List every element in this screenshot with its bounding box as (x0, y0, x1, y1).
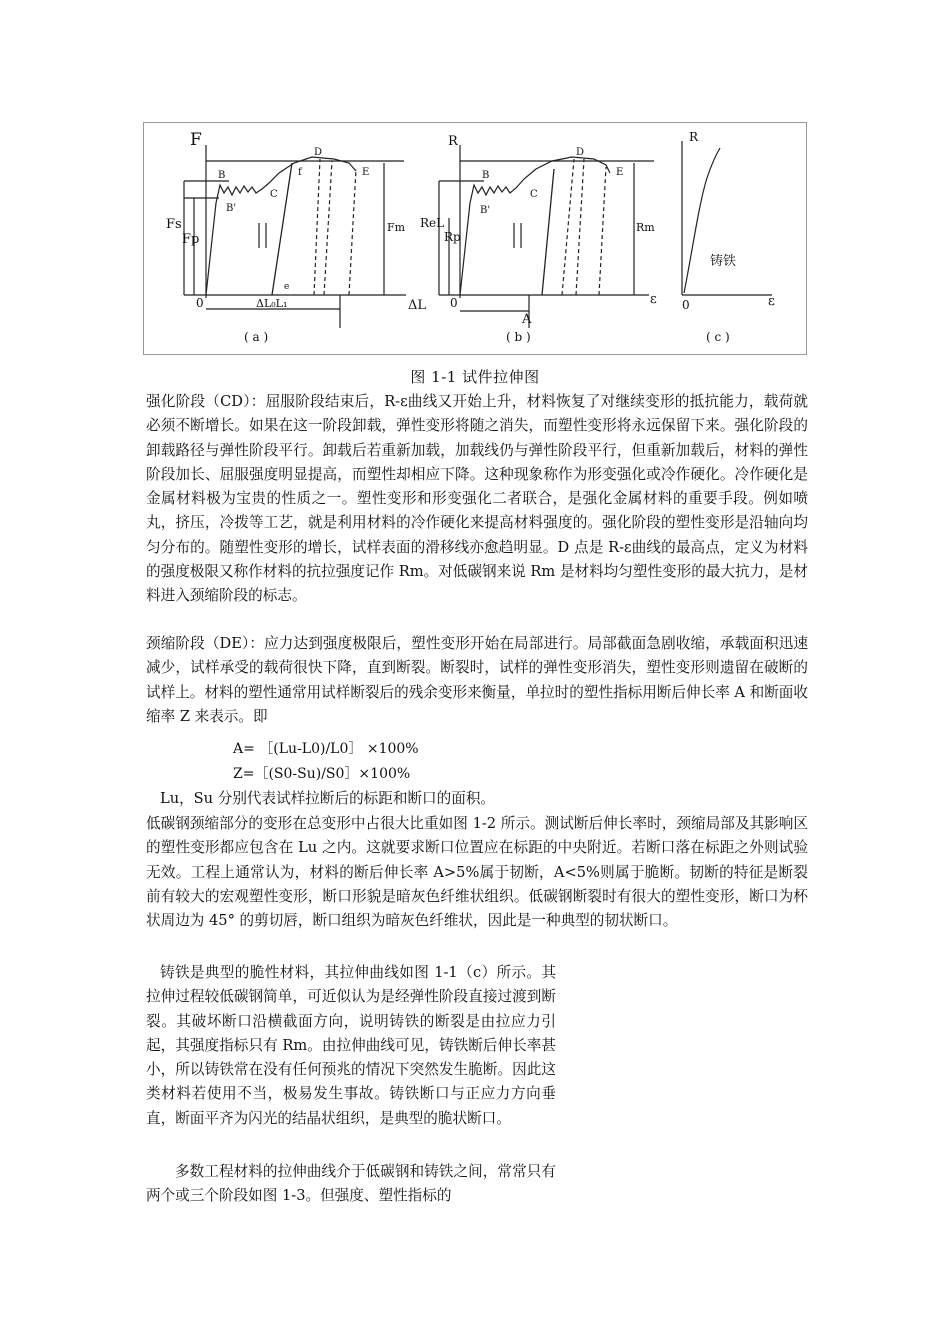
paragraph-lu-su (146, 787, 808, 811)
a-label-fs: Fs (166, 217, 182, 232)
a-point-f: f (298, 167, 302, 178)
paragraph-text: 铸铁是典型的脆性材料，其拉伸曲线如图 1-1（c）所示。其拉伸过程较低碳钢简单，可近似认为是经弹性阶段直接过渡到断裂。其破坏断口沿横截面方向，说明铸铁的断裂是由拉应力引起，其强度指标只有 Rm。由拉伸曲线可见，铸铁断后伸长率甚小，所以铸铁常在没有任何预兆的情况下突然发生脆断。因此这类材料若使用不当，极易发生事故。铸铁断口与正应力方向垂直，断面平齐为闪光的结晶状组织，是典型的脆状断口。 (146, 964, 556, 1127)
c-x-label: ε (768, 294, 775, 309)
a-point-e: E (362, 167, 370, 178)
a-label-dim: ΔL₀L₁ (256, 297, 288, 310)
formula-reduction-of-area: Z=［(S0-Su)/S0］×100% (233, 766, 411, 782)
b-point-c: C (530, 189, 538, 200)
paragraph-cast-iron (146, 961, 556, 1131)
paragraph-text: Lu，Su 分别代表试样拉断后的标距和断口的面积。 (160, 790, 496, 807)
a-curve (206, 157, 356, 295)
b-point-b-prime: B' (480, 205, 491, 216)
a-point-d: D (314, 147, 323, 158)
a-label-fp: Fp (182, 232, 200, 247)
b-label-rel: ReL (420, 216, 445, 230)
b-sublabel: ( b ) (506, 330, 531, 344)
c-material-label: 铸铁 (710, 254, 737, 269)
a-point-e-small: e (284, 282, 290, 292)
paragraph-text: 颈缩阶段（DE）：应力达到强度极限后，塑性变形开始在局部进行。局部截面急剧收缩，承载面积迅速减少，试样承受的载荷很快下降，直到断裂。断裂时，试样的弹性变形消失，塑性变形则遗留在破断的试样上。材料的塑性通常用试样断裂后的残余变形来衡量，单拉时的塑性指标用断后伸长率 A 和断面收缩率 Z 来表示。即 (146, 635, 808, 725)
panel-b (420, 134, 657, 344)
a-y-label: F (190, 130, 202, 150)
a-x-label: ΔL (408, 298, 427, 313)
formula-elongation: A= ［(Lu-L0)/L0］ ×100% (233, 741, 419, 757)
paragraph-text: 低碳钢颈缩部分的变形在总变形中占很大比重如图 1-2 所示。测试断后伸长率时，颈缩局部及其影响区的塑性变形都应包含在 Lu 之内。这就要求断口位置应在标距的中央附近。若断口落在标距之外则试验无效。工程上通常认为，材料的断后伸长率 A>5%属于韧断，A<5%则属于脆断。韧断的特征是断裂前有较大的宏观塑性变形，断口形貌是暗灰色纤维状组织。低碳钢断裂时有很大的塑性变形，断口为杯状周边为 45° 的剪切唇，断口组织为暗灰色纤维状，因此是一种典型的韧状断口。 (146, 815, 808, 930)
b-label-dim: A (522, 312, 532, 327)
a-origin: 0 (196, 296, 204, 310)
figure-1-1 (143, 122, 807, 355)
b-label-rp: Rp (444, 230, 461, 244)
panel-a (166, 130, 426, 344)
a-point-c: C (270, 189, 278, 200)
c-curve (684, 148, 720, 293)
paragraph-necking-stage (146, 632, 808, 729)
c-y-label: R (689, 130, 699, 144)
b-origin: 0 (450, 296, 458, 310)
b-y-label: R (448, 134, 458, 149)
paragraph-engineering-materials (146, 1160, 556, 1209)
b-point-d: D (576, 147, 585, 158)
c-origin: 0 (682, 298, 690, 312)
panel-c (682, 130, 775, 344)
paragraph-text: 强化阶段（CD）：屈服阶段结束后，R-ε曲线又开始上升，材料恢复了对继续变形的抵抗能力，载荷就必须不断增长。如果在这一阶段卸载，弹性变形将随之消失，而塑性变形将永远保留下来。强化阶段的卸载路径与弹性阶段平行。卸载后若重新加载，加载线仍与弹性阶段平行，但重新加载后，材料的弹性阶段加长、屈服强度明显提高，而塑性却相应下降。这种现象称作为形变强化或冷作硬化。冷作硬化是金属材料极为宝贵的性质之一。塑性变形和形变强化二者联合，是强化金属材料的重要手段。例如喷丸，挤压，冷拨等工艺，就是利用材料的冷作硬化来提高材料强度的。强化阶段的塑性变形是沿轴向均匀分布的。随塑性变形的增长，试样表面的滑移线亦愈趋明显。D 点是 R-ε曲线的最高点，定义为材料的强度极限又称作材料的抗拉强度记作 Rm。对低碳钢来说 Rm 是材料均匀塑性变形的最大抗力，是材料进入颈缩阶段的标志。 (146, 393, 808, 605)
b-x-label: ε (650, 292, 657, 307)
b-label-rm: Rm (636, 221, 655, 234)
paragraph-text: 多数工程材料的拉伸曲线介于低碳钢和铸铁之间，常常只有两个或三个阶段如图 1-3。但强度、塑性指标的 (146, 1163, 556, 1205)
paragraph-strengthening-stage (146, 390, 808, 609)
paragraph-low-carbon-steel (146, 812, 808, 933)
a-sublabel: ( a ) (244, 330, 269, 344)
figure-caption: 图 1-1 试件拉伸图 (410, 368, 540, 386)
a-point-b-prime: B' (226, 203, 237, 214)
b-point-e: E (616, 167, 624, 178)
a-point-b: B (218, 170, 226, 181)
tensile-diagrams (144, 123, 808, 356)
a-label-fm: Fm (387, 221, 406, 234)
c-sublabel: ( c ) (706, 330, 730, 344)
b-point-b: B (482, 170, 490, 181)
